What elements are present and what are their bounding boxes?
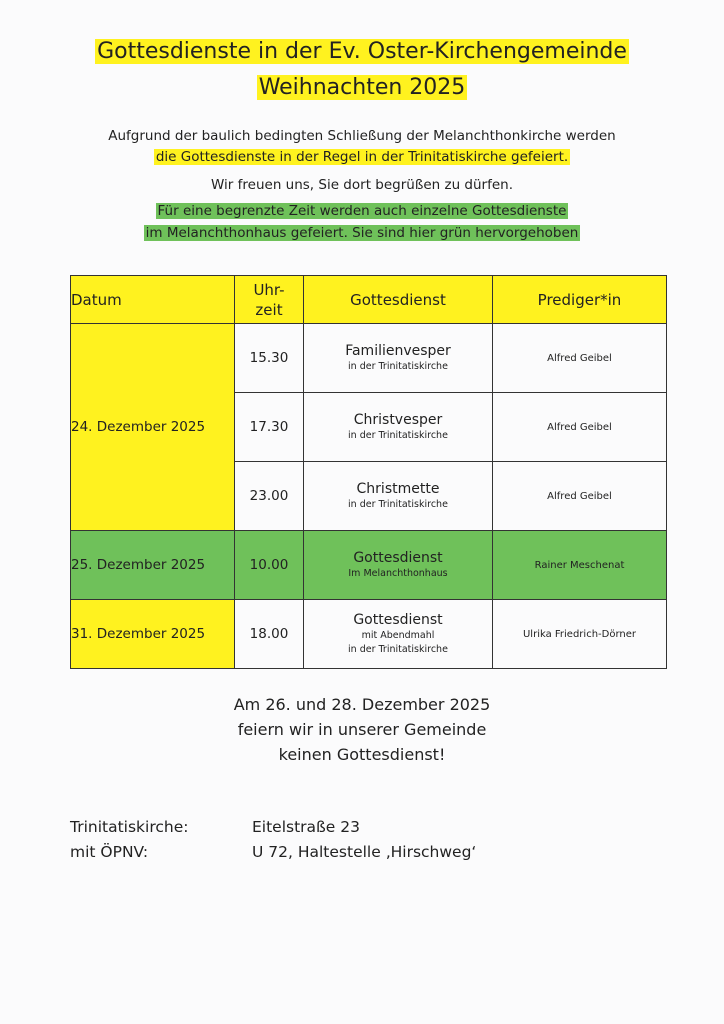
service-cell — [304, 462, 493, 531]
preacher-cell: Alfred Geibel — [493, 324, 667, 393]
church-address: Eitelstraße 23 — [252, 818, 360, 836]
page-title — [0, 34, 724, 106]
service-name: Familienvesper — [345, 343, 451, 359]
header-time-line-2: zeit — [255, 300, 283, 319]
service-cell — [304, 531, 493, 600]
green-note-line-2: im Melanchthonhaus gefeiert. Sie sind hier grün hervorgehoben — [145, 225, 579, 241]
title-line-2: Weihnachten 2025 — [258, 75, 466, 100]
service-place-line-2: in der Trinitatiskirche — [348, 644, 448, 655]
date-cell-24: 24. Dezember 2025 — [71, 324, 235, 531]
services-table — [70, 275, 667, 669]
time-cell: 15.30 — [235, 324, 304, 393]
title-line-1: Gottesdienste in der Ev. Oster-Kirchengemeinde — [97, 39, 627, 64]
location-labels — [70, 815, 188, 865]
no-service-notice — [0, 692, 724, 767]
service-place: Im Melanchthonhaus — [348, 568, 448, 579]
intro-line-1: Aufgrund der baulich bedingten Schließung der Melanchthonkirche werden — [108, 128, 616, 144]
preacher-cell: Rainer Meschenat — [493, 531, 667, 600]
time-cell: 10.00 — [235, 531, 304, 600]
table-row — [71, 324, 667, 393]
notice-line-1: Am 26. und 28. Dezember 2025 — [233, 695, 491, 714]
header-time — [235, 276, 304, 324]
service-cell — [304, 393, 493, 462]
location-values — [252, 815, 476, 865]
preacher-cell: Alfred Geibel — [493, 462, 667, 531]
service-name: Christvesper — [353, 412, 443, 428]
preacher-cell: Alfred Geibel — [493, 393, 667, 462]
notice-line-2: feiern wir in unserer Gemeinde — [237, 720, 487, 739]
header-time-line-1: Uhr- — [253, 280, 285, 299]
service-place-line-1: mit Abendmahl — [361, 630, 435, 641]
time-cell: 23.00 — [235, 462, 304, 531]
table-row-highlighted — [71, 531, 667, 600]
intro-welcome: Wir freuen uns, Sie dort begrüßen zu dürfen. — [211, 177, 513, 193]
header-date: Datum — [71, 276, 235, 324]
green-note-line-1: Für eine begrenzte Zeit werden auch einzelne Gottesdienste — [157, 203, 567, 219]
date-cell-25: 25. Dezember 2025 — [71, 531, 235, 600]
intro-green-note — [0, 200, 724, 244]
notice-line-3: keinen Gottesdienst! — [278, 745, 446, 764]
service-cell — [304, 324, 493, 393]
service-place: in der Trinitatiskirche — [348, 499, 448, 510]
table-header-row — [71, 276, 667, 324]
header-preacher: Prediger*in — [493, 276, 667, 324]
service-name: Christmette — [356, 481, 440, 497]
service-cell — [304, 600, 493, 669]
service-name: Gottesdienst — [353, 550, 443, 566]
time-cell: 18.00 — [235, 600, 304, 669]
preacher-cell: Ulrika Friedrich-Dörner — [493, 600, 667, 669]
service-place: in der Trinitatiskirche — [348, 430, 448, 441]
time-cell: 17.30 — [235, 393, 304, 462]
date-cell-31: 31. Dezember 2025 — [71, 600, 235, 669]
label-transit: mit ÖPNV: — [70, 843, 149, 861]
header-service: Gottesdienst — [304, 276, 493, 324]
table-row — [71, 600, 667, 669]
label-church: Trinitatiskirche: — [70, 818, 189, 836]
transit-info: U 72, Haltestelle ‚Hirschweg‘ — [252, 843, 477, 861]
intro-paragraph — [0, 126, 724, 168]
intro-highlight-line: die Gottesdienste in der Regel in der Trinitatiskirche gefeiert. — [155, 149, 569, 165]
service-place: in der Trinitatiskirche — [348, 361, 448, 372]
service-name: Gottesdienst — [353, 612, 443, 628]
